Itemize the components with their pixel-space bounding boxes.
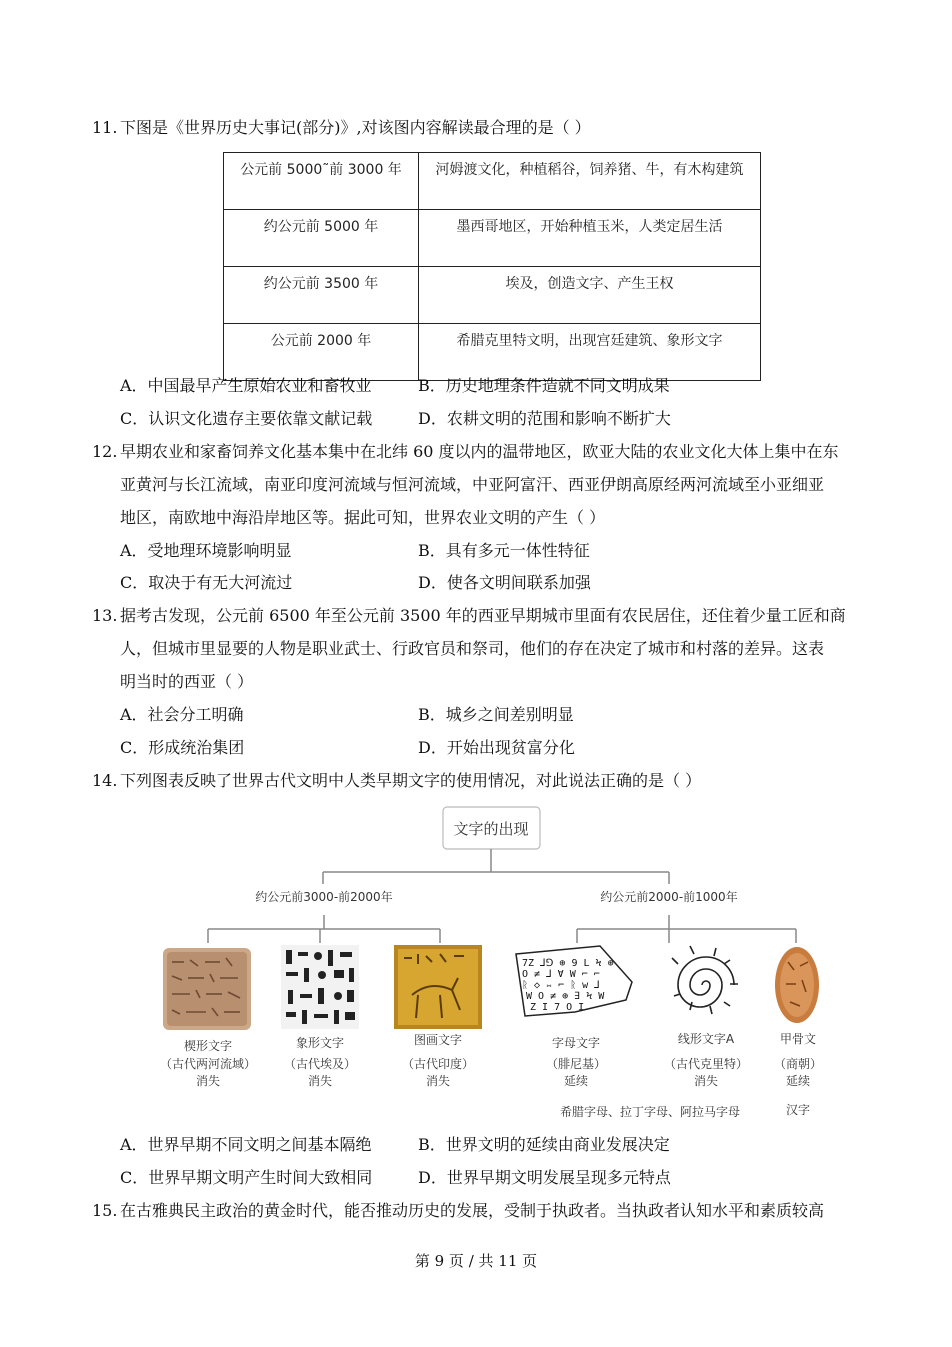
question-11-option-a: A．中国最早产生原始农业和畜牧业 (120, 376, 372, 395)
question-15-stem: 在古雅典民主政治的黄金时代，能否推动历史的发展，受制于执政者。当执政者认知水平和素质较高 (120, 1201, 825, 1220)
question-12-option-d: D．使各文明间联系加强 (418, 573, 591, 592)
question-11-option-d: D．农耕文明的范围和影响不断扩大 (418, 409, 671, 428)
question-13-option-b: B．城乡之间差别明显 (418, 705, 574, 724)
question-12-option-b: B．具有多元一体性特征 (418, 541, 590, 560)
script-fate: 消失 (195, 1074, 221, 1088)
script-fate: 消失 (307, 1074, 333, 1088)
script-fate: 延续 (563, 1074, 589, 1088)
cuneiform-tablet-image (163, 948, 251, 1030)
question-12-number: 12. (92, 442, 118, 461)
table-cell-event: 河姆渡文化，种植稻谷，饲养猪、牛，有木构建筑 (419, 153, 761, 210)
page-footer: 第 9 页 / 共 11 页 (414, 1252, 538, 1270)
question-13-option-d: D．开始出现贫富分化 (418, 738, 575, 757)
script-name: 甲骨文 (779, 1032, 817, 1046)
question-13-stem-line: 人，但城市里显要的人物是职业武士、行政官员和祭司，他们的存在决定了城市和村落的差异。这表 (120, 639, 825, 658)
script-origin: （古代印度） (401, 1057, 475, 1071)
table-cell-event: 埃及，创造文字、产生王权 (419, 267, 761, 324)
question-11-option-c: C．认识文化遗存主要依靠文献记载 (120, 409, 373, 428)
table-cell-event: 墨西哥地区，开始种植玉米，人类定居生活 (419, 210, 761, 267)
table-cell-date: 公元前 2000 年 (224, 324, 419, 381)
question-11-stem: 下图是《世界历史大事记(部分)》,对该图内容解读最合理的是（ ） (120, 118, 591, 137)
question-12-stem-line: 亚黄河与长江流域，南亚印度河流域与恒河流域，中亚阿富汗、西亚伊朗高原经两河流域至小亚细亚 (120, 475, 825, 494)
question-13-option-c: C．形成统治集团 (120, 738, 245, 757)
tablet-inscription-line: O ≠ ⅃ Ɐ W ⌐ ⌐ (522, 969, 600, 980)
tablet-inscription-line: W O ≠ ⊕ ∃ Ϟ W (526, 991, 605, 1002)
tablet-inscription-line: ᚱ ◇ ⋈ ⌐ ᚱ w ⅃ (522, 980, 600, 991)
root-node-label: 文字的出现 (453, 820, 529, 838)
script-name: 象形文字 (295, 1036, 345, 1050)
tablet-inscription-line: Z I 7 O I (530, 1002, 585, 1013)
question-11-number: 11. (92, 118, 118, 137)
question-13-number: 13. (92, 606, 118, 625)
script-name: 图画文字 (413, 1033, 463, 1047)
question-14-option-b: B．世界文明的延续由商业发展决定 (418, 1135, 670, 1154)
hieroglyph-image (281, 945, 359, 1029)
question-14-number: 14. (92, 771, 118, 790)
question-12-option-a: A．受地理环境影响明显 (120, 541, 292, 560)
script-origin: （商朝） (773, 1057, 823, 1071)
question-12-option-c: C．取决于有无大河流过 (120, 573, 293, 592)
script-origin: （古代克里特） (663, 1057, 749, 1071)
script-name: 楔形文字 (183, 1039, 233, 1053)
script-origin: （腓尼基） (545, 1057, 607, 1071)
linear-a-disc-image (672, 946, 738, 1014)
tablet-inscription-line: 7Z ⅃⅁ ⊕ 9 L Ϟ ⊕ (522, 958, 614, 969)
question-15-number: 15. (92, 1201, 118, 1220)
period-right-label: 约公元前2000-前1000年 (600, 890, 738, 904)
question-12-stem-line: 地区，南欧地中海沿岸地区等。据此可知，世界农业文明的产生（ ） (120, 508, 606, 527)
script-fate: 消失 (425, 1074, 451, 1088)
script-fate: 延续 (785, 1074, 811, 1088)
script-name: 字母文字 (551, 1036, 601, 1050)
descendant-left-label: 希腊字母、拉丁字母、阿拉马字母 (559, 1105, 741, 1119)
question-12-stem-line: 早期农业和家畜饲养文化基本集中在北纬 60 度以内的温带地区，欧亚大陆的农业文化大体上集中在东 (120, 442, 839, 461)
question-14-option-d: D．世界早期文明发展呈现多元特点 (418, 1168, 671, 1187)
question-13-option-a: A．社会分工明确 (120, 705, 244, 724)
phoenician-tablet-image (516, 946, 632, 1016)
script-name: 线形文字A (677, 1032, 735, 1046)
question-14-option-a: A．世界早期不同文明之间基本隔绝 (120, 1135, 372, 1154)
table-cell-date: 约公元前 3500 年 (224, 267, 419, 324)
period-left-label: 约公元前3000-前2000年 (255, 890, 393, 904)
table-cell-date: 约公元前 5000 年 (224, 210, 419, 267)
question-13-stem-line: 明当时的西亚（ ） (120, 672, 254, 691)
script-origin: （古代两河流域） (159, 1057, 257, 1071)
oracle-bone-image (775, 947, 819, 1023)
table-cell-event: 希腊克里特文明，出现宫廷建筑、象形文字 (419, 324, 761, 381)
descendant-right-label: 汉字 (785, 1103, 811, 1117)
table-cell-date: 公元前 5000˜前 3000 年 (224, 153, 419, 210)
script-fate: 消失 (693, 1074, 719, 1088)
question-11-option-b: B．历史地理条件造就不同文明成果 (418, 376, 670, 395)
question-14-option-c: C．世界早期文明产生时间大致相同 (120, 1168, 373, 1187)
question-14-stem: 下列图表反映了世界古代文明中人类早期文字的使用情况，对此说法正确的是（ ） (120, 771, 702, 790)
indus-seal-image (394, 945, 482, 1029)
question-13-stem-line: 据考古发现，公元前 6500 年至公元前 3500 年的西亚早期城市里面有农民居住，还住着少量工匠和商 (120, 606, 846, 625)
script-origin: （古代埃及） (283, 1057, 357, 1071)
